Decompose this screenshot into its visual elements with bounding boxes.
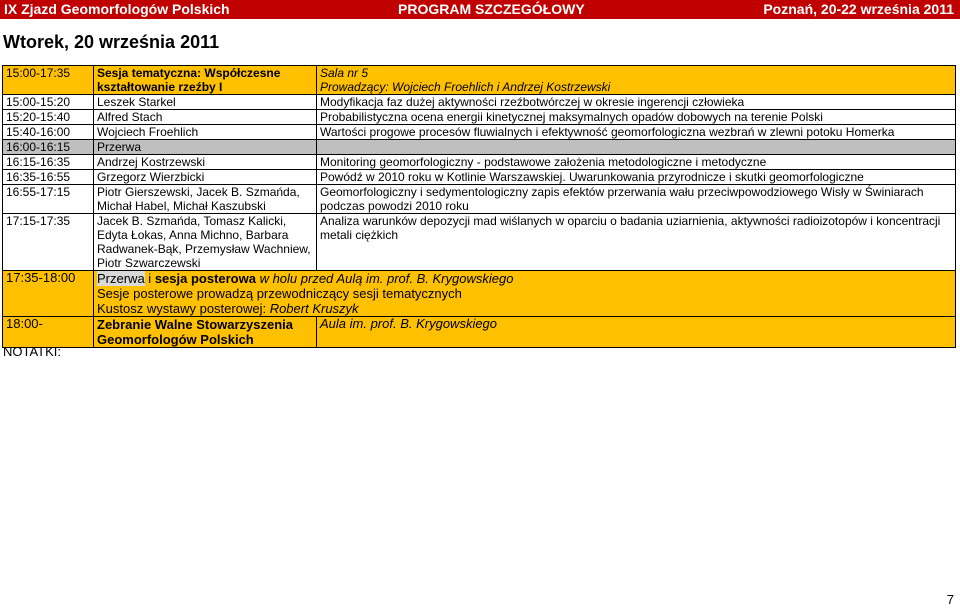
poster-session-label: sesja posterowa xyxy=(154,271,256,286)
table-row xyxy=(3,155,956,170)
poster-place: w holu przed Aulą im. prof. B. Krygowskiego xyxy=(255,271,514,286)
talk-time: 15:20-15:40 xyxy=(3,110,94,125)
break-label: Przerwa xyxy=(94,140,317,155)
page-header xyxy=(0,0,960,19)
poster-break-label: Przerwa xyxy=(97,271,145,286)
talk-title: Probabilistyczna ocena energii kinetycznej maksymalnych opadów dobowych na terenie Polski xyxy=(317,110,956,125)
session-title: Sesja tematyczna: Współczesne kształtowanie rzeźby I xyxy=(94,66,317,95)
poster-info xyxy=(94,271,956,317)
notes-label: NOTATKI: xyxy=(3,344,62,359)
poster-line-3 xyxy=(97,301,952,316)
talk-author: Grzegorz Wierzbicki xyxy=(94,170,317,185)
assembly-time: 18:00- xyxy=(3,317,94,348)
break-empty xyxy=(317,140,956,155)
talk-title: Modyfikacja faz dużej aktywności rzeźbotwórczej w okresie ingerencji człowieka xyxy=(317,95,956,110)
day-title: Wtorek, 20 września 2011 xyxy=(3,32,220,52)
table-row xyxy=(3,185,956,214)
talk-author: Piotr Gierszewski, Jacek B. Szmańda, Michał Habel, Michał Kaszubski xyxy=(94,185,317,214)
poster-row xyxy=(3,271,956,317)
conference-date-place: Poznań, 20-22 września 2011 xyxy=(763,1,954,17)
table-row xyxy=(3,170,956,185)
session-time: 15:00-17:35 xyxy=(3,66,94,95)
break-row xyxy=(3,140,956,155)
talk-author: Jacek B. Szmańda, Tomasz Kalicki, Edyta Łokas, Anna Michno, Barbara Radwanek-Bąk, Przemysław Wachniew, Piotr Szwarczewski xyxy=(94,214,317,271)
program-label: PROGRAM SZCZEGÓŁOWY xyxy=(398,1,585,17)
session-row xyxy=(3,66,956,95)
break-time: 16:00-16:15 xyxy=(3,140,94,155)
talk-time: 15:40-16:00 xyxy=(3,125,94,140)
table-row xyxy=(3,125,956,140)
talk-time: 15:00-15:20 xyxy=(3,95,94,110)
talk-author: Alfred Stach xyxy=(94,110,317,125)
talk-time: 16:15-16:35 xyxy=(3,155,94,170)
poster-curator-label: Kustosz wystawy posterowej: xyxy=(97,301,270,316)
assembly-place: Aula im. prof. B. Krygowskiego xyxy=(317,317,956,348)
assembly-row xyxy=(3,317,956,348)
poster-curator-name: Robert Kruszyk xyxy=(269,301,359,316)
talk-time: 16:35-16:55 xyxy=(3,170,94,185)
table-row xyxy=(3,214,956,271)
page-number: 7 xyxy=(946,592,954,607)
talk-time: 16:55-17:15 xyxy=(3,185,94,214)
schedule-table xyxy=(2,65,956,348)
poster-time: 17:35-18:00 xyxy=(3,271,94,317)
conference-name: IX Zjazd Geomorfologów Polskich xyxy=(4,1,230,17)
poster-line-2: Sesje posterowe prowadzą przewodniczący sesji tematycznych xyxy=(97,286,462,301)
table-row xyxy=(3,95,956,110)
talk-author: Andrzej Kostrzewski xyxy=(94,155,317,170)
talk-author: Leszek Starkel xyxy=(94,95,317,110)
talk-time: 17:15-17:35 xyxy=(3,214,94,271)
talk-title: Wartości progowe procesów fluwialnych i efektywność geomorfologiczna wezbrań w zlewni potoku Homerka xyxy=(317,125,956,140)
table-row xyxy=(3,110,956,125)
talk-author: Wojciech Froehlich xyxy=(94,125,317,140)
assembly-title: Zebranie Walne Stowarzyszenia Geomorfologów Polskich xyxy=(94,317,317,348)
session-chairs: Prowadzący: Wojciech Froehlich i Andrzej Kostrzewski xyxy=(320,80,611,94)
poster-conj: i xyxy=(144,271,155,286)
session-room: Sala nr 5 xyxy=(320,66,369,80)
talk-title: Monitoring geomorfologiczny - podstawowe założenia metodologiczne i metodyczne xyxy=(317,155,956,170)
talk-title: Geomorfologiczny i sedymentologiczny zapis efektów przerwania wału przeciwpowodziowego Wisły w Świniarach podczas powodzi 2010 roku xyxy=(317,185,956,214)
talk-title: Analiza warunków depozycji mad wiślanych w oparciu o badania uziarnienia, aktywności radioizotopów i koncentracji metali ciężkich xyxy=(317,214,956,271)
talk-title: Powódź w 2010 roku w Kotlinie Warszawskiej. Uwarunkowania przyrodnicze i skutki geomorfologiczne xyxy=(317,170,956,185)
session-info xyxy=(317,66,956,95)
poster-line-1 xyxy=(97,271,952,286)
